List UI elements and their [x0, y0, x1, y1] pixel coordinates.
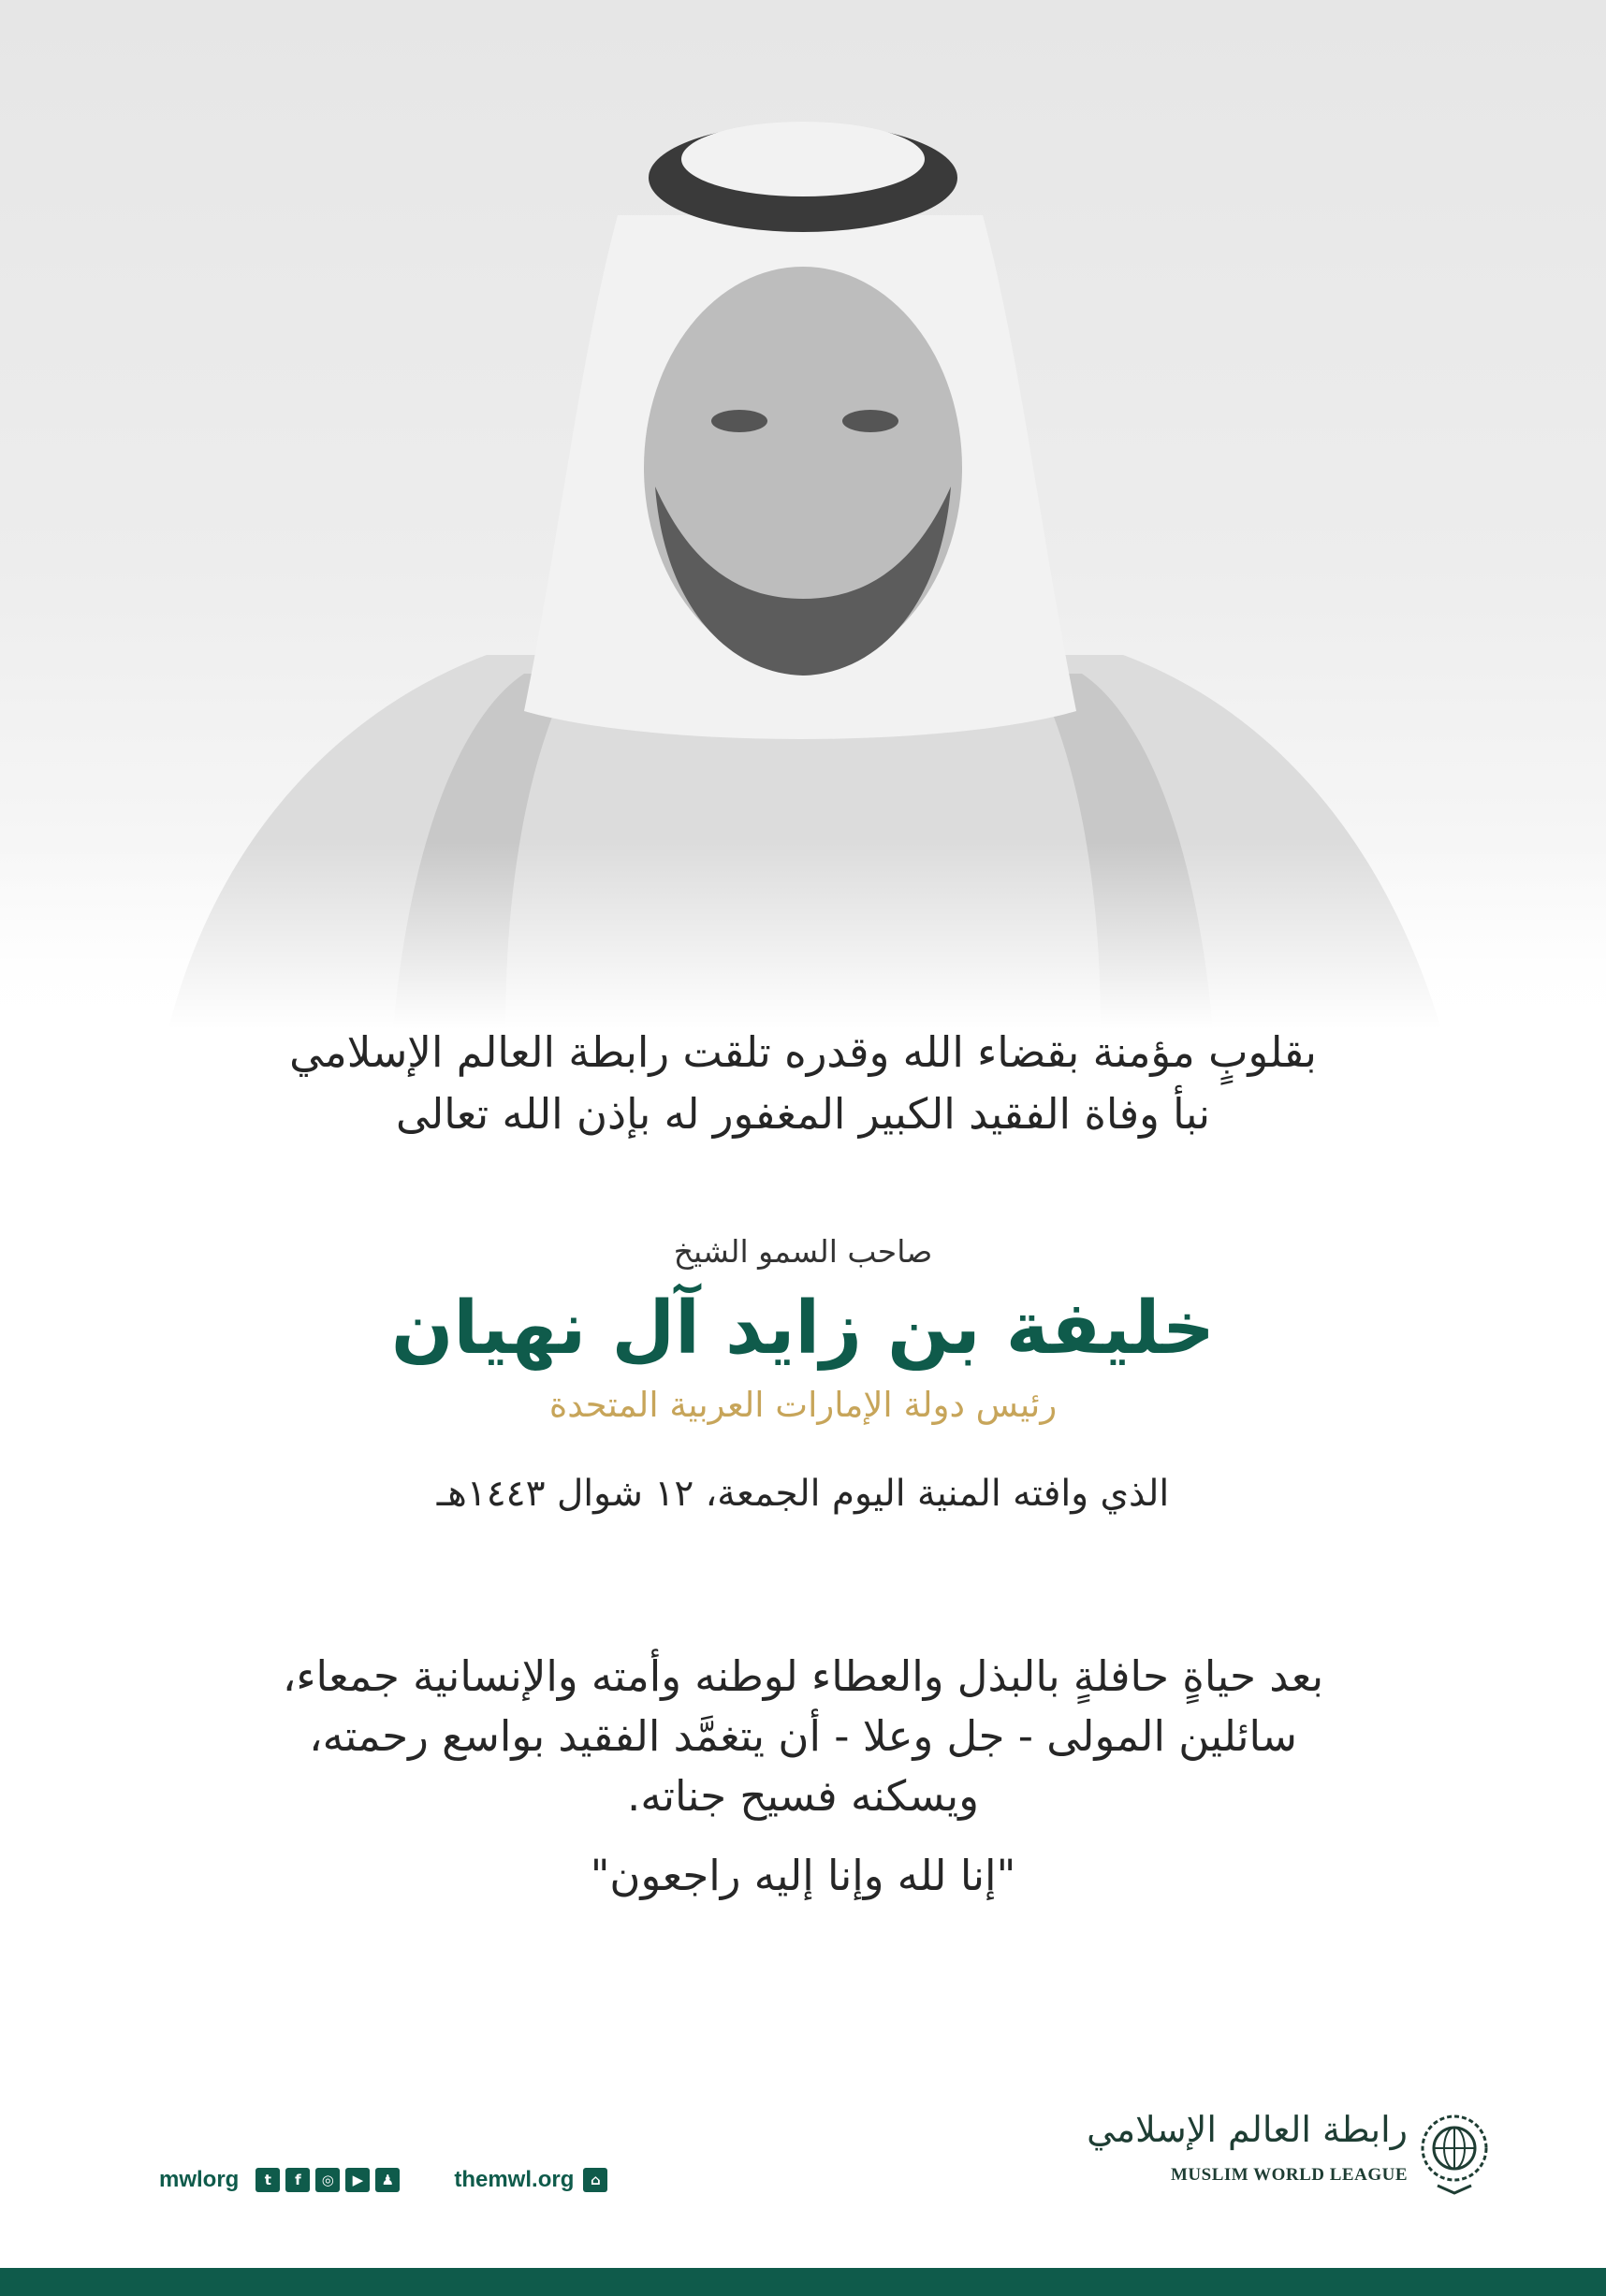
logo-english-text: MUSLIM WORLD LEAGUE	[1170, 2165, 1408, 2185]
intro-text	[0, 1022, 1606, 1145]
social-icons	[256, 2168, 400, 2192]
mwl-emblem-icon	[1417, 2105, 1492, 2199]
instagram-icon[interactable]: ◎	[315, 2168, 340, 2192]
facebook-icon[interactable]: f	[285, 2168, 310, 2192]
body-line-3: ويسكنه فسيح جناته.	[627, 1771, 979, 1821]
body-line-1: بعد حياةٍ حافلةٍ بالبذل والعطاء لوطنه وأمته والإنسانية جمعاء،	[282, 1651, 1324, 1701]
deceased-role: رئيس دولة الإمارات العربية المتحدة	[548, 1385, 1058, 1425]
snapchat-icon[interactable]: ♟	[375, 2168, 400, 2192]
social-handle[interactable]: mwlorg	[159, 2167, 240, 2192]
intro-line-1: بقلوبٍ مؤمنة بقضاء الله وقدره تلقت رابطة العالم الإسلامي	[289, 1027, 1317, 1077]
website-link[interactable]: themwl.org	[454, 2167, 575, 2192]
youtube-icon[interactable]: ▶	[345, 2168, 370, 2192]
twitter-icon[interactable]: t	[256, 2168, 280, 2192]
portrait-photo	[0, 0, 1606, 1029]
logo-arabic-text: رابطة العالم الإسلامي	[1087, 2109, 1408, 2150]
body-line-2: سائلين المولى - جل وعلا - أن يتغمَّد الفقيد بواسع رحمته،	[309, 1711, 1297, 1761]
date-line: الذي وافته المنية اليوم الجمعة، ١٢ شوال ١٤٤٣هـ	[436, 1473, 1170, 1515]
intro-line-2: نبأ وفاة الفقيد الكبير المغفور له بإذن الله تعالى	[395, 1089, 1210, 1139]
home-icon[interactable]: ⌂	[583, 2168, 607, 2192]
footer-links	[159, 2163, 607, 2197]
condolence-body	[0, 1647, 1606, 1826]
quran-quote: "إنا لله وإنا إليه راجعون"	[590, 1851, 1016, 1900]
bottom-brand-bar	[0, 2268, 1606, 2296]
deceased-name: خليفة بن زايد آل نهيان	[390, 1286, 1216, 1371]
portrait-illustration	[0, 0, 1606, 1029]
honorific-title: صاحب السمو الشيخ	[673, 1233, 933, 1270]
mwl-logo	[1087, 2105, 1492, 2199]
